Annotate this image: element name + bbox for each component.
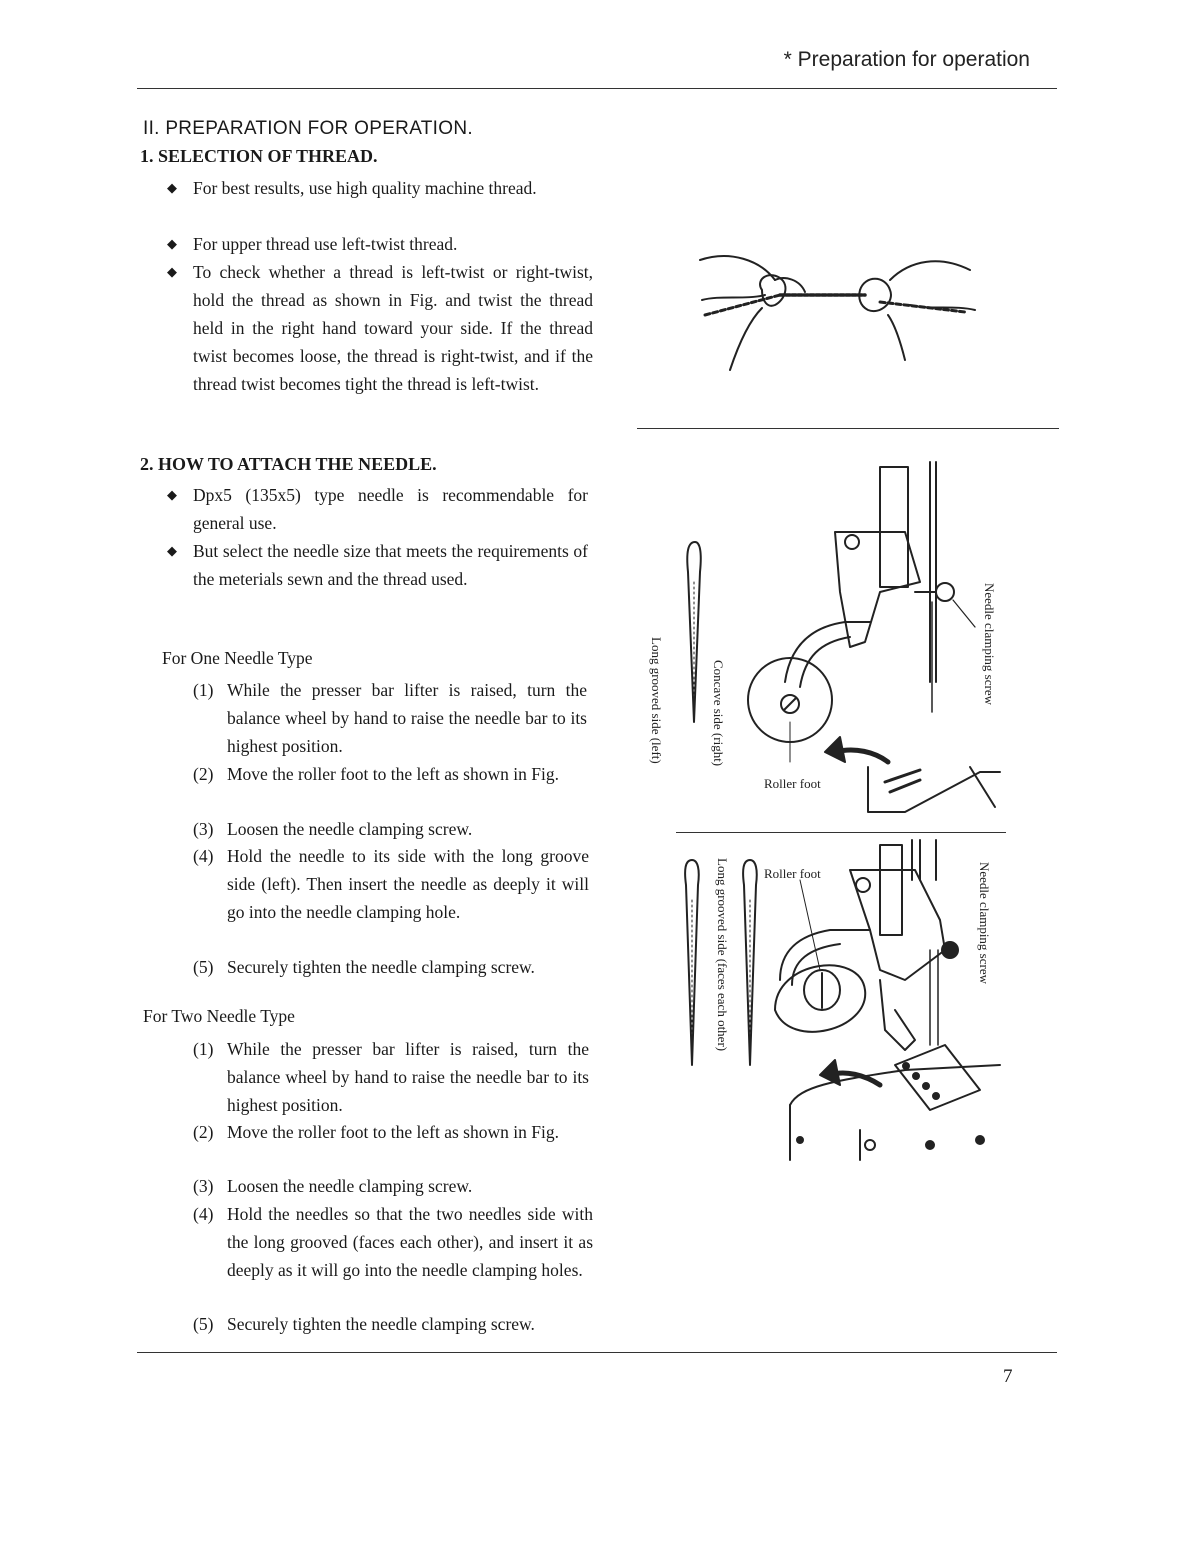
attach-bullet: ◆ Dpx5 (135x5) type needle is recommendable for general use. [143, 481, 593, 537]
running-header: * Preparation for operation [783, 48, 1030, 71]
page-number: 7 [1003, 1366, 1013, 1387]
figure-divider [637, 428, 1059, 429]
one-needle-step: (5) Securely tighten the needle clamping screw. [193, 957, 535, 977]
one-needle-step: (2) Move the roller foot to the left as shown in Fig. [193, 764, 559, 784]
concave-side-label: Concave side (right) [711, 660, 726, 767]
diamond-bullet-icon: ◆ [167, 543, 177, 558]
two-needle-step: (4) Hold the needles so that the two needles side with the long grooved (faces each other), and insert it as deeply as it will go into the needle clamping holes. [193, 1204, 593, 1280]
long-grooved-label: Long grooved side (faces each other) [715, 858, 730, 1052]
attach-heading: 2. HOW TO ATTACH THE NEEDLE. [140, 454, 437, 474]
clamping-screw-label: Needle clamping screw [982, 583, 997, 706]
one-needle-heading: For One Needle Type [162, 648, 313, 668]
two-needle-step: (3) Loosen the needle clamping screw. [193, 1176, 473, 1196]
footer-rule [137, 1352, 1057, 1353]
diamond-bullet-icon: ◆ [167, 236, 177, 251]
section-title: II. PREPARATION FOR OPERATION. [143, 118, 473, 139]
roller-foot-label: Roller foot [764, 866, 821, 881]
figure-divider [676, 832, 1006, 833]
long-grooved-label: Long grooved side (left) [649, 637, 664, 764]
diamond-bullet-icon: ◆ [167, 487, 177, 502]
selection-bullet: ◆ To check whether a thread is left-twist or right-twist, hold the thread as shown in Fig. and twist the thread held in the right hand toward your side. If the thread twist becomes loose, the thread is right-twist, and if the thread twist becomes tight the thread is left-twist. [143, 258, 593, 398]
two-needle-heading: For Two Needle Type [143, 1006, 295, 1026]
selection-bullet: ◆ For upper thread use left-twist thread. [143, 230, 593, 258]
one-needle-step: (3) Loosen the needle clamping screw. [193, 819, 473, 839]
selection-heading: 1. SELECTION OF THREAD. [140, 146, 378, 166]
attach-bullet: ◆ But select the needle size that meets the requirements of the meterials sewn and the thread used. [143, 537, 593, 593]
diamond-bullet-icon: ◆ [167, 264, 177, 279]
selection-bullet: ◆ For best results, use high quality machine thread. [143, 174, 593, 202]
thread-twist-illustration [690, 240, 980, 380]
header-rule [137, 88, 1057, 89]
diamond-bullet-icon: ◆ [167, 180, 177, 195]
one-needle-illustration [640, 462, 1020, 834]
one-needle-step: (4) Hold the needle to its side with the long groove side (left). Then insert the needle as deeply it will go into the needle clamping hole. [193, 846, 589, 922]
one-needle-step: (1) While the presser bar lifter is raised, turn the balance wheel by hand to raise the needle bar to its highest position. [193, 680, 587, 756]
two-needle-step: (2) Move the roller foot to the left as shown in Fig. [193, 1122, 559, 1142]
two-needle-step: (1) While the presser bar lifter is raised, turn the balance wheel by hand to raise the needle bar to its highest position. [193, 1039, 589, 1115]
two-needle-step: (5) Securely tighten the needle clamping screw. [193, 1314, 535, 1334]
clamping-screw-label: Needle clamping screw [977, 862, 992, 985]
roller-foot-label: Roller foot [764, 776, 821, 791]
